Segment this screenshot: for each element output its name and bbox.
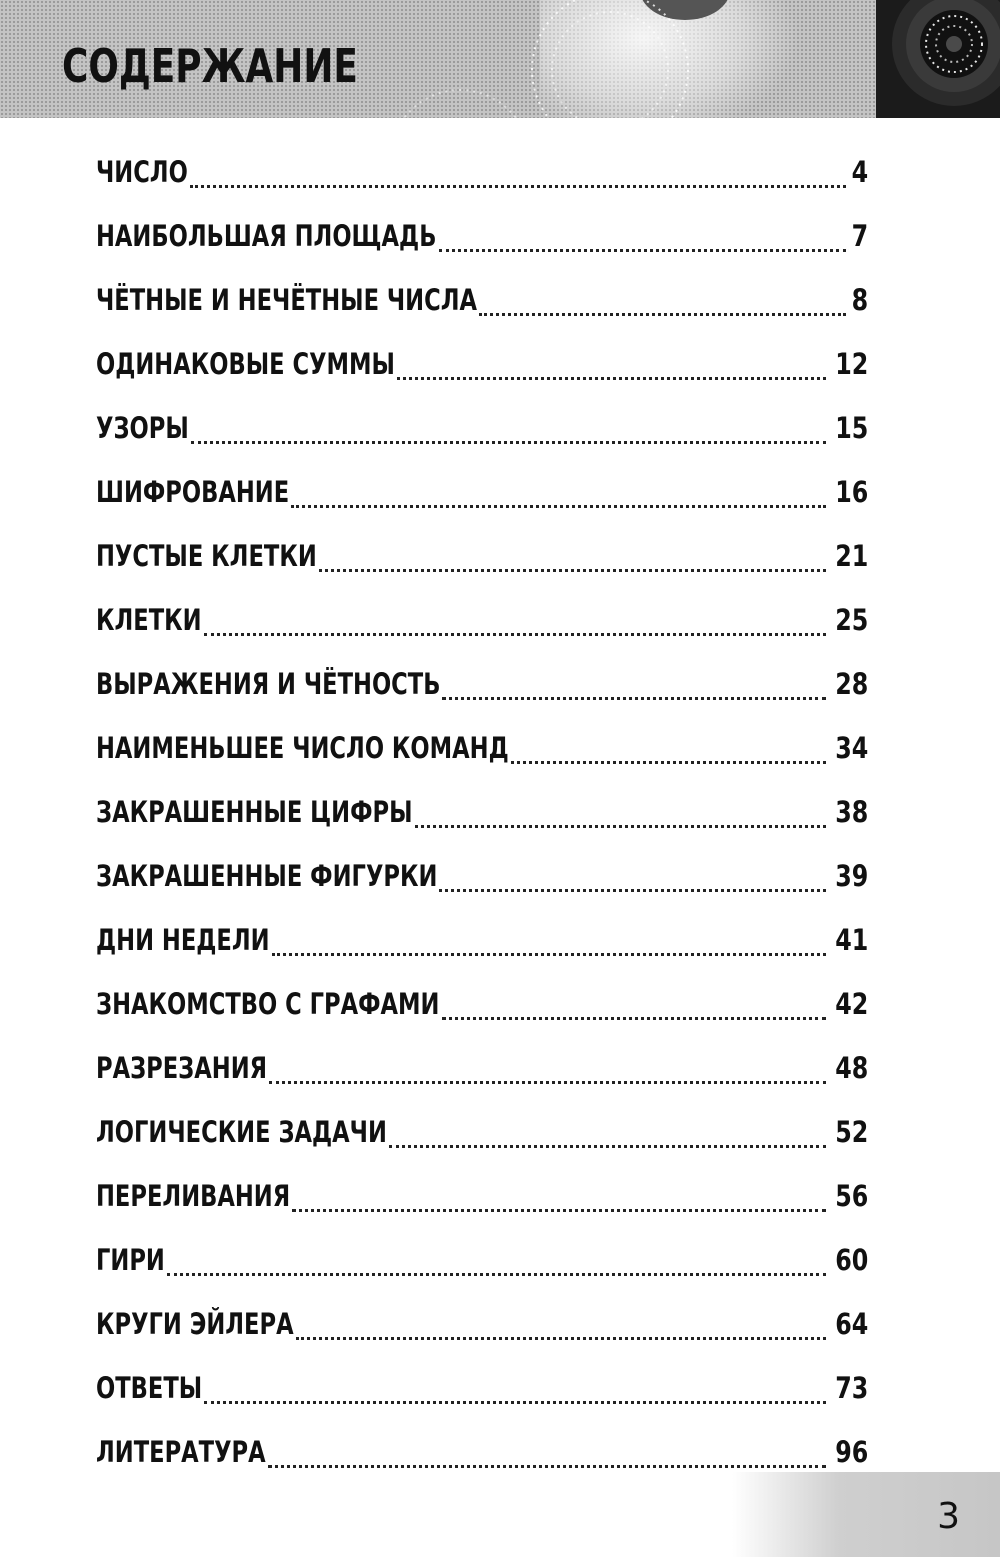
toc-dot-leader	[292, 1209, 825, 1212]
toc-entry	[96, 662, 868, 726]
toc-entry	[96, 342, 868, 406]
toc-dot-leader	[204, 633, 826, 636]
toc-dot-leader	[319, 569, 826, 572]
toc-entry-page-number: 52	[834, 1115, 868, 1149]
toc-dot-leader	[479, 313, 846, 316]
toc-entry-title: ГИРИ	[96, 1243, 165, 1277]
table-of-contents	[96, 150, 868, 1494]
toc-entry-page-number: 42	[834, 987, 868, 1021]
toc-entry-title: ДНИ НЕДЕЛИ	[96, 923, 270, 957]
toc-dot-leader	[415, 825, 826, 828]
toc-entry	[96, 406, 868, 470]
toc-entry	[96, 214, 868, 278]
toc-entry-page-number: 4	[851, 155, 868, 189]
toc-entry-page-number: 34	[834, 731, 868, 765]
toc-entry-title: ВЫРАЖЕНИЯ И ЧЁТНОСТЬ	[96, 667, 441, 701]
toc-dot-leader	[268, 1465, 826, 1468]
toc-dot-leader	[191, 441, 826, 444]
toc-entry-page-number: 48	[834, 1051, 868, 1085]
toc-entry	[96, 598, 868, 662]
toc-entry-title: НАИМЕНЬШЕЕ ЧИСЛО КОМАНД	[96, 731, 509, 765]
toc-entry	[96, 1366, 868, 1430]
toc-entry-page-number: 12	[834, 347, 868, 381]
toc-entry	[96, 726, 868, 790]
toc-entry-page-number: 8	[851, 283, 868, 317]
toc-entry	[96, 790, 868, 854]
toc-entry	[96, 982, 868, 1046]
toc-entry-title: ЧИСЛО	[96, 155, 188, 189]
page-title: СОДЕРЖАНИЕ	[62, 39, 358, 93]
toc-entry-title: КЛЕТКИ	[96, 603, 202, 637]
toc-dot-leader	[269, 1081, 826, 1084]
page-number-band	[732, 1472, 1000, 1557]
toc-entry-title: НАИБОЛЬШАЯ ПЛОЩАДЬ	[96, 219, 437, 253]
toc-entry-page-number: 25	[834, 603, 868, 637]
toc-entry-page-number: 21	[834, 539, 868, 573]
toc-entry	[96, 1046, 868, 1110]
toc-entry-title: ОДИНАКОВЫЕ СУММЫ	[96, 347, 395, 381]
toc-dot-leader	[204, 1401, 825, 1404]
toc-entry-title: ПУСТЫЕ КЛЕТКИ	[96, 539, 317, 573]
header-dark-panel	[876, 0, 1000, 118]
toc-dot-leader	[272, 953, 826, 956]
toc-entry-page-number: 73	[834, 1371, 868, 1405]
toc-entry-page-number: 28	[834, 667, 868, 701]
toc-dot-leader	[442, 1017, 826, 1020]
toc-dot-leader	[439, 889, 825, 892]
toc-entry-title: ЗАКРАШЕННЫЕ ФИГУРКИ	[96, 859, 438, 893]
toc-entry-page-number: 56	[834, 1179, 868, 1213]
toc-dot-leader	[397, 377, 826, 380]
toc-entry-title: ЗНАКОМСТВО С ГРАФАМИ	[96, 987, 440, 1021]
toc-entry-title: ЧЁТНЫЕ И НЕЧЁТНЫЕ ЧИСЛА	[96, 283, 478, 317]
toc-dot-leader	[439, 249, 846, 252]
toc-entry-title: УЗОРЫ	[96, 411, 189, 445]
toc-entry-title: ЗАКРАШЕННЫЕ ЦИФРЫ	[96, 795, 413, 829]
toc-entry	[96, 1302, 868, 1366]
header-band	[0, 0, 1000, 118]
toc-entry-page-number: 7	[851, 219, 868, 253]
page-number: 3	[937, 1496, 960, 1537]
toc-entry	[96, 918, 868, 982]
toc-entry-page-number: 39	[834, 859, 868, 893]
toc-dot-leader	[167, 1273, 826, 1276]
toc-dot-leader	[190, 185, 846, 188]
toc-entry-title: ЛИТЕРАТУРА	[96, 1435, 266, 1469]
toc-entry	[96, 470, 868, 534]
toc-entry-page-number: 64	[834, 1307, 868, 1341]
toc-entry	[96, 1238, 868, 1302]
toc-entry-title: ОТВЕТЫ	[96, 1371, 203, 1405]
toc-entry-title: ПЕРЕЛИВАНИЯ	[96, 1179, 291, 1213]
toc-entry-title: РАЗРЕЗАНИЯ	[96, 1051, 268, 1085]
toc-entry-page-number: 96	[834, 1435, 868, 1469]
toc-entry-title: ЛОГИЧЕСКИЕ ЗАДАЧИ	[96, 1115, 387, 1149]
toc-dot-leader	[389, 1145, 826, 1148]
toc-entry-page-number: 15	[834, 411, 868, 445]
toc-dot-leader	[442, 697, 825, 700]
toc-dot-leader	[291, 505, 826, 508]
toc-entry	[96, 150, 868, 214]
toc-entry-page-number: 60	[834, 1243, 868, 1277]
toc-dot-leader	[296, 1337, 826, 1340]
toc-dot-leader	[511, 761, 826, 764]
toc-entry	[96, 278, 868, 342]
concentric-circles-decoration	[876, 0, 1000, 118]
toc-entry	[96, 1110, 868, 1174]
toc-entry-page-number: 16	[834, 475, 868, 509]
toc-entry-page-number: 38	[834, 795, 868, 829]
toc-entry	[96, 1174, 868, 1238]
toc-entry-page-number: 41	[834, 923, 868, 957]
toc-entry	[96, 854, 868, 918]
toc-entry-title: КРУГИ ЭЙЛЕРА	[96, 1307, 294, 1341]
toc-entry	[96, 534, 868, 598]
toc-entry-title: ШИФРОВАНИЕ	[96, 475, 290, 509]
